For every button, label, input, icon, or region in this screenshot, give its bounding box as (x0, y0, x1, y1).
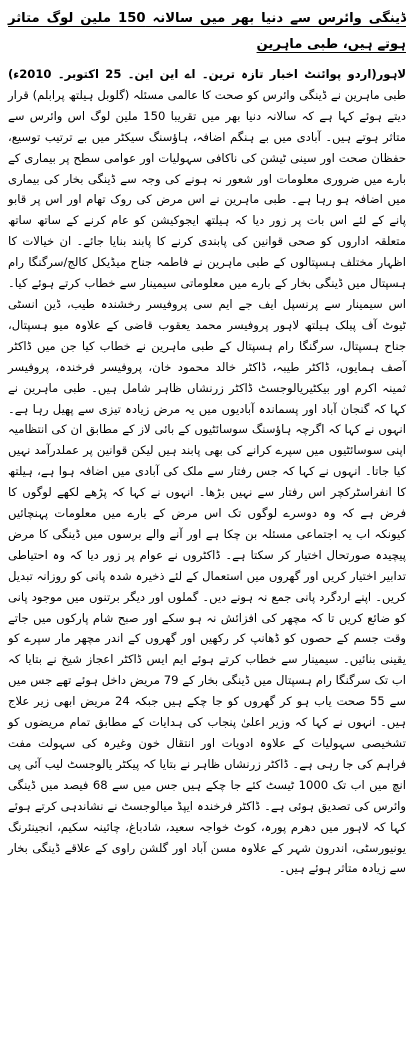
article-dateline: لاہور(اردو پوائنٹ اخبار تازہ ترین۔ اے این این۔ 25 اکتوبر۔ 2010ء) (8, 67, 406, 81)
article-text: طبی ماہرین نے ڈینگی وائرس کو صحت کا عالمی مسئلہ (گلوبل ہیلتھ پرابلم) قرار دیتے ہوئے کہا ہے کہ سالانہ دنیا بھر میں تقریبا 150 ملین لوگ اس وائرس سے متاثر ہوتے ہیں۔ آبادی میں بے ہنگم اضافہ، ہاؤسنگ سیکٹر میں بے ترتیب توسیع، حفظان صحت اور سینی ٹیشن کی ناکافی سہولیات اور عوامی سطح پر بیماری کے بارے میں ضروری معلومات اور شعور نہ ہونے کی وجہ سے ڈینگی بخار کی بیماری میں اضافہ ہو رہا ہے۔ طبی ماہرین نے اس مرض کی روک تھام اور اس پر قابو پانے کے لئے اس بات پر زور دیا کہ ہیلتھ ایجوکیشن کو عام کرنے کے ساتھ ساتھ متعلقہ اداروں کو صحی قوانین کی پابندی کرنے کا پابند بنایا جائے۔ ان خیالات کا اظہار مختلف ہسپتالوں کے طبی ماہرین نے فاطمہ جناح میڈیکل کالج/سرگنگا رام ہسپتال میں ڈینگی بخار کے بارے میں معلوماتی سیمینار سے خطاب کرتے ہوئے کیا۔ اس سیمینار سے پرنسپل ایف جے ایم سی پروفیسر رخشندہ طیب، ڈین انسٹی ٹیوٹ آف پبلک ہیلتھ لاہور پروفیسر محمد یعقوب قاضی کے علاوہ میو ہسپتال، جناح ہسپتال، سرگنگا رام ہسپتال کے طبی ماہرین نے خطاب کیا جن میں ڈاکٹر آصف ہمایوں، ڈاکٹر طیبہ، ڈاکٹر خالد محمود خان، پروفیسر فرخندہ، پروفیسر ثمینہ اکرم اور بیکٹیریالوجسٹ ڈاکٹر زرنشاں ظاہر شامل ہیں۔ طبی ماہرین نے کہا کہ گنجان آباد اور پسماندہ آبادیوں میں یہ مرض زیادہ تیزی سے پھیل رہا ہے۔ انہوں نے کہا کہ اگرچہ ہاؤسنگ سوسائٹیوں کے بائی لاز کے مطابق ان کی انتظامیہ اپنی سوسائٹیوں میں سپرے کرانے کی بھی پابند ہیں لیکن قوانین پر عملدرآمد نہیں کیا جاتا۔ انہوں نے کہا کہ جس رفتار سے ملک کی آبادی میں اضافہ ہوا ہے، ہیلتھ کا انفراسٹرکچر اس رفتار سے نہیں بڑھا۔ انہوں نے کہا کہ پڑھے لکھے لوگوں کا فرض ہے کہ وہ دوسرے لوگوں تک اس مرض کے بارے میں معلومات پہنچائیں کیونکہ اب یہ اجتماعی مسئلہ بن چکا ہے اور آنے والے برسوں میں ڈینگی کا مرض پیچیدہ صورتحال اختیار کر سکتا ہے۔ ڈاکٹروں نے عوام پر زور دیا کہ وہ احتیاطی تدابیر اختیار کریں اور گھروں میں استعمال کے لئے ذخیرہ شدہ پانی کو روزانہ تبدیل کریں۔ اپنے اردگرد پانی جمع نہ ہونے دیں۔ گملوں اور دیگر برتنوں میں موجود پانی کو ضائع کریں تا کہ مچھر کی افزائش نہ ہو سکے اور صبح شام پارکوں میں جاتے وقت جسم کے حصوں کو ڈھانپ کر رکھیں اور گھروں کے اندر مچھر مار سپرے کو یقینی بنائیں۔ سیمینار سے خطاب کرتے ہوئے ایم ایس ڈاکٹر اعجاز شیخ نے بتایا کہ اب تک سرگنگا رام ہسپتال میں ڈینگی بخار کے 79 مریض داخل ہوئے تھے جس میں سے 55 صحت یاب ہو کر گھروں کو جا چکے ہیں جبکہ 24 مریض ابھی زیر علاج ہیں۔ انہوں نے کہا کہ وزیر اعلیٰ پنجاب کی ہدایات کے مطابق تمام مریضوں کو تشخیصی سہولیات کے علاوہ ادویات اور انتقال خون وغیرہ کی سہولت مفت فراہم کی جا رہی ہے۔ ڈاکٹر زرنشاں ظاہر نے بتایا کہ پیکٹر یالوجسٹ لیب آئی پی انچ میں اب تک 1000 ٹیسٹ کئے جا چکے ہیں جس میں سے 68 فیصد میں ڈینگی وائرس کی تصدیق ہوئی ہے۔ ڈاکٹر فرخندہ ایپڈ میالوجسٹ نے نشاندہی کرتے ہوئے کہا کہ لاہور میں دھرم پورہ، کوٹ خواجہ سعید، شادباغ، چائینہ سکیم، انجینئرنگ یونیورسٹی، اندرون شہر کے علاوہ مسن آباد اور گلشن راوی کے علاقے ڈینگی بخار سے زیادہ متاثر ہوئے ہیں۔ (8, 87, 407, 876)
article-headline: ڈینگی وائرس سے دنیا بھر میں سالانہ 150 ملین لوگ متاثر ہوتے ہیں، طبی ماہرین (8, 11, 406, 52)
article-body (8, 64, 406, 879)
